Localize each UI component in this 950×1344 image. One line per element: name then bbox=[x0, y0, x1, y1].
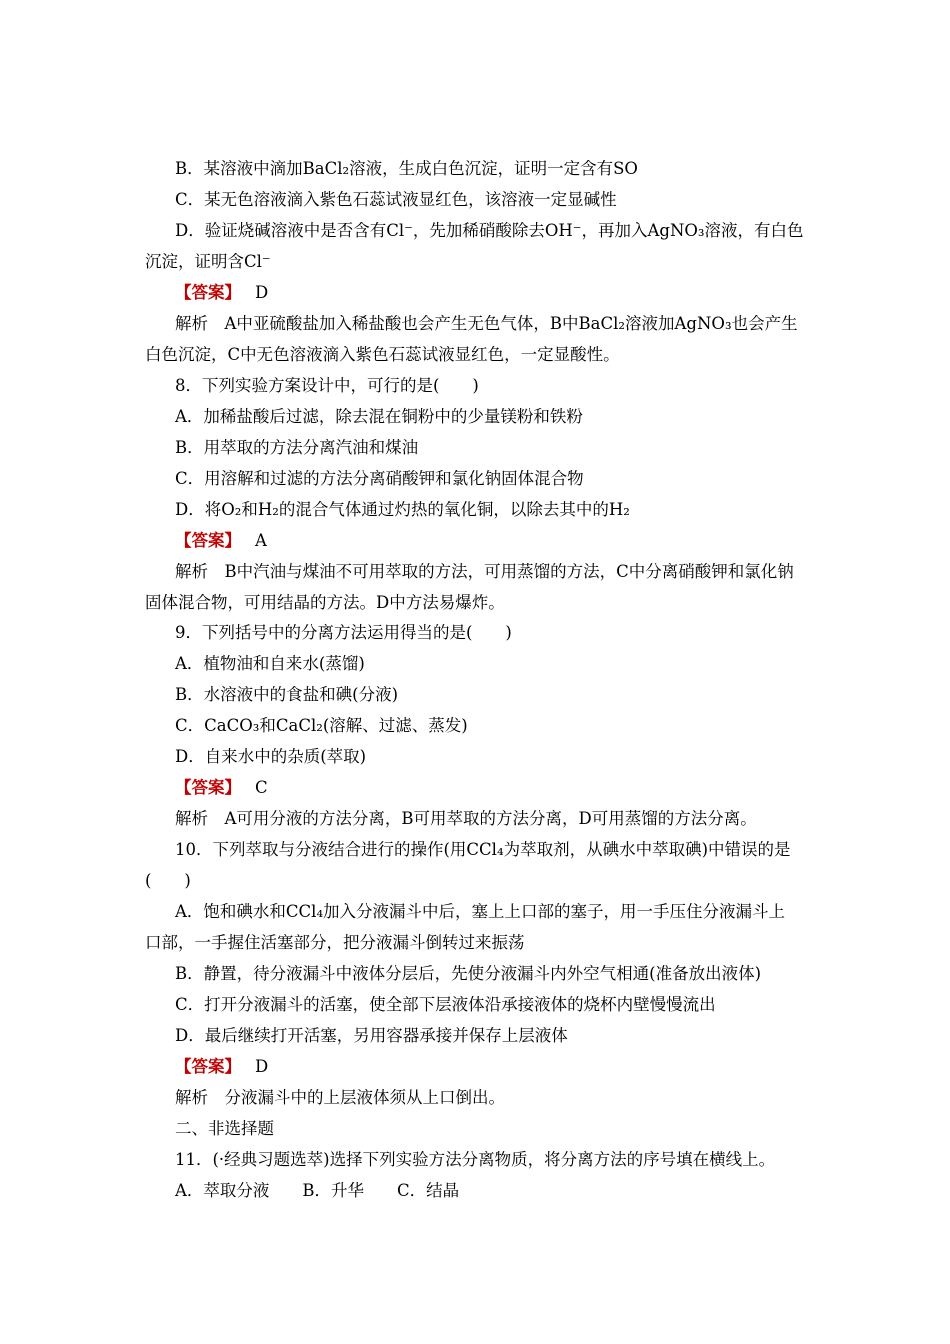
section-heading: 二、非选择题 bbox=[175, 1119, 274, 1138]
answer-value: C bbox=[255, 778, 268, 797]
answer-value: A bbox=[255, 531, 267, 550]
q7-answer bbox=[175, 281, 268, 305]
q8-option-a: A．加稀盐酸后过滤，除去混在铜粉中的少量镁粉和铁粉 bbox=[175, 407, 583, 426]
q9-option-d: D．自来水中的杂质(萃取) bbox=[175, 747, 367, 766]
q11-options: A．萃取分液 B．升华 C．结晶 bbox=[175, 1181, 460, 1200]
q9-option-a: A．植物油和自来水(蒸馏) bbox=[175, 654, 365, 673]
q10-option-b: B．静置，待分液漏斗中液体分层后，先使分液漏斗内外空气相通(准备放出液体) bbox=[175, 964, 761, 983]
q7-option-d-line1: D．验证烧碱溶液中是否含有Cl⁻，先加稀硝酸除去OH⁻，再加入AgNO₃溶液，有白色 bbox=[175, 221, 804, 240]
q9-option-c: C．CaCO₃和CaCl₂(溶解、过滤、蒸发) bbox=[175, 716, 468, 735]
answer-label: 【答案】 bbox=[175, 778, 241, 797]
q10-option-d: D．最后继续打开活塞，另用容器承接并保存上层液体 bbox=[175, 1026, 568, 1045]
q10-answer bbox=[175, 1055, 268, 1079]
q9-explanation: 解析 A可用分液的方法分离，B可用萃取的方法分离，D可用蒸馏的方法分离。 bbox=[175, 809, 757, 828]
q8-stem: 8．下列实验方案设计中，可行的是( ) bbox=[175, 376, 479, 395]
q8-answer bbox=[175, 529, 267, 553]
q8-option-c: C．用溶解和过滤的方法分离硝酸钾和氯化钠固体混合物 bbox=[175, 469, 584, 488]
q7-explanation-line2: 白色沉淀，C中无色溶液滴入紫色石蕊试液显红色，一定显酸性。 bbox=[145, 345, 620, 364]
q7-explanation-line1: 解析 A中亚硫酸盐加入稀盐酸也会产生无色气体，B中BaCl₂溶液加AgNO₃也会产生 bbox=[175, 314, 798, 333]
q9-option-b: B．水溶液中的食盐和碘(分液) bbox=[175, 685, 398, 704]
q7-option-d-line2: 沉淀，证明含Cl⁻ bbox=[145, 252, 271, 271]
answer-label: 【答案】 bbox=[175, 283, 241, 302]
q8-explanation-line2: 固体混合物，可用结晶的方法。D中方法易爆炸。 bbox=[145, 593, 505, 612]
q9-stem: 9．下列括号中的分离方法运用得当的是( ) bbox=[175, 623, 512, 642]
q10-stem-line1: 10．下列萃取与分液结合进行的操作(用CCl₄为萃取剂，从碘水中萃取碘)中错误的是 bbox=[175, 840, 791, 859]
q9-answer bbox=[175, 776, 268, 800]
q8-option-b: B．用萃取的方法分离汽油和煤油 bbox=[175, 438, 419, 457]
q10-option-c: C．打开分液漏斗的活塞，使全部下层液体沿承接液体的烧杯内壁慢慢流出 bbox=[175, 995, 716, 1014]
q11-stem: 11．(·经典习题选萃)选择下列实验方法分离物质，将分离方法的序号填在横线上。 bbox=[175, 1150, 776, 1169]
q7-option-c: C．某无色溶液滴入紫色石蕊试液显红色，该溶液一定显碱性 bbox=[175, 190, 617, 209]
q7-option-b: B．某溶液中滴加BaCl₂溶液，生成白色沉淀，证明一定含有SO bbox=[175, 159, 638, 178]
answer-label: 【答案】 bbox=[175, 1057, 241, 1076]
answer-value: D bbox=[255, 1057, 269, 1076]
q8-explanation-line1: 解析 B中汽油与煤油不可用萃取的方法，可用蒸馏的方法，C中分离硝酸钾和氯化钠 bbox=[175, 562, 794, 581]
q10-stem-line2: ( ) bbox=[145, 871, 191, 890]
q8-option-d: D．将O₂和H₂的混合气体通过灼热的氧化铜，以除去其中的H₂ bbox=[175, 500, 630, 519]
answer-value: D bbox=[255, 283, 269, 302]
q10-option-a-line1: A．饱和碘水和CCl₄加入分液漏斗中后，塞上上口部的塞子，用一手压住分液漏斗上 bbox=[175, 902, 786, 921]
answer-label: 【答案】 bbox=[175, 531, 241, 550]
q10-explanation: 解析 分液漏斗中的上层液体须从上口倒出。 bbox=[175, 1088, 505, 1107]
q10-option-a-line2: 口部，一手握住活塞部分，把分液漏斗倒转过来振荡 bbox=[145, 933, 525, 952]
